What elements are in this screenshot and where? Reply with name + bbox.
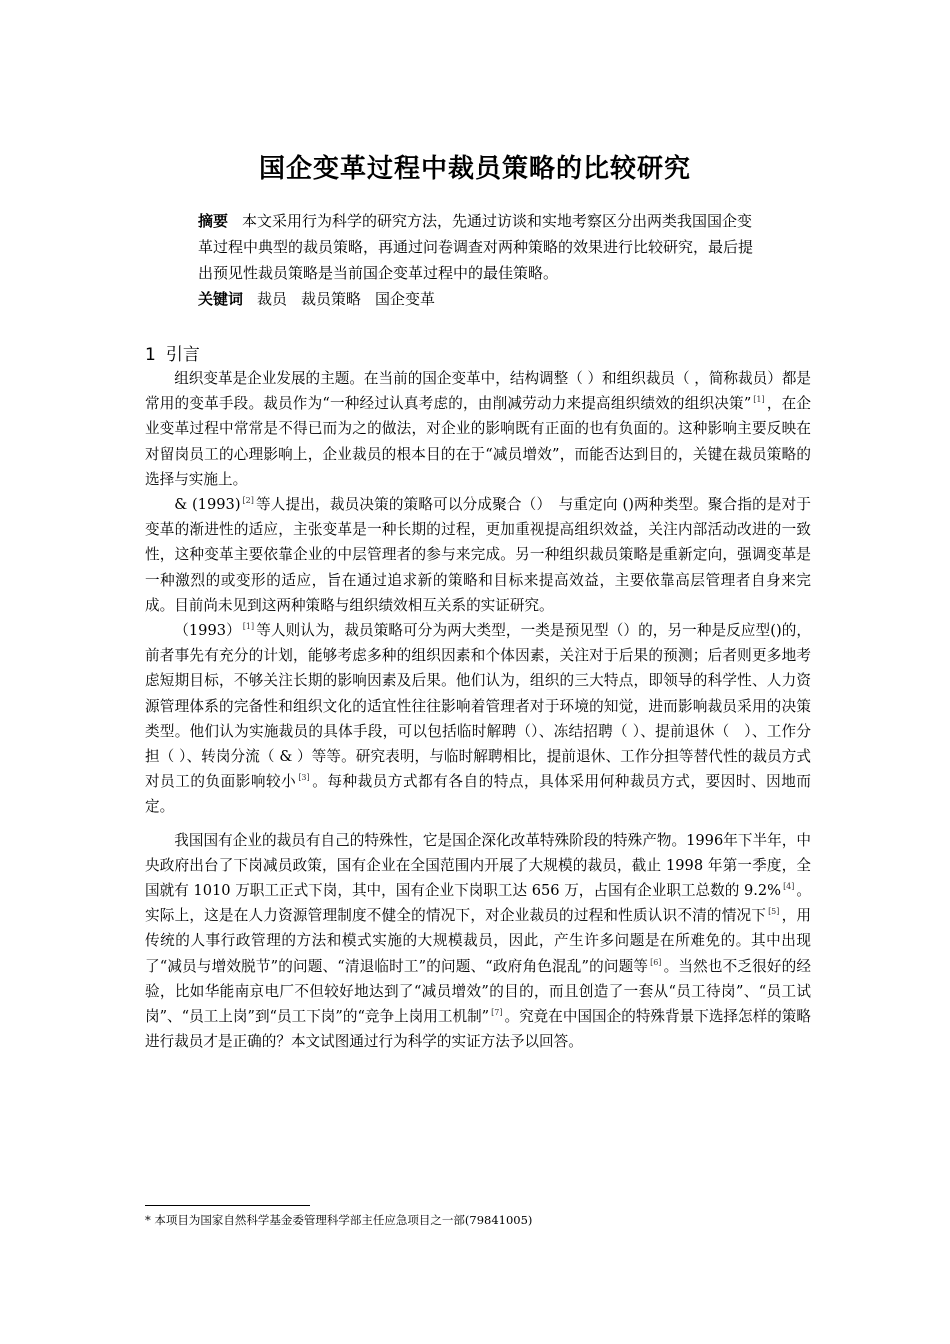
body-text-run: 组织变革是企业发展的主题。在当前的国企变革中，结构调整（ ）和组织裁员（ ，简称裁员）都是常用的变革手段。裁员作为“一种经过认真考虑的，由削减劳动力来提高组织绩效的组织决策” — [145, 370, 812, 413]
body-paragraph — [145, 366, 811, 492]
abstract-text: 本文采用行为科学的研究方法，先通过访谈和实地考察区分出两类我国国企变革过程中典型的裁员策略，再通过问卷调查对两种策略的效果进行比较研究，最后提出预见性裁员策略是当前国企变革过程中的最佳策略。 — [198, 212, 754, 282]
footnote-rule — [145, 1205, 310, 1206]
body-text-run: ，在企业变革过程中常常是不得已而为之的做法，对企业的影响既有正面的也有负面的。这种影响主要反映在对留岗员工的心理影响上，企业裁员的根本目的在于“减员增效”，而能否达到目的，关键在裁员策略的选择与实施上。 — [145, 395, 811, 488]
keywords-line — [198, 286, 758, 312]
body-paragraph — [145, 828, 811, 1055]
body-text-run: 。实际上，这是在人力资源管理制度不健全的情况下，对企业裁员的过程和性质认识不清的情况下 — [145, 882, 812, 925]
citation-ref: [5] — [768, 907, 780, 917]
body-text — [145, 366, 811, 1054]
abstract-paragraph — [198, 208, 758, 286]
citation-ref: [7] — [491, 1008, 503, 1018]
citation-ref: [4] — [783, 882, 795, 892]
body-text-run: 。每种裁员方式都有各自的特点，具体采用何种裁员方式，要因时、因地而定。 — [145, 773, 811, 816]
citation-ref: [3] — [298, 773, 310, 783]
citation-ref: [1] — [753, 395, 765, 405]
keyword: 国企变革 — [375, 290, 436, 308]
keywords-label: 关键词 — [198, 290, 244, 308]
body-paragraph — [145, 618, 811, 820]
citation-ref: [6] — [650, 957, 662, 967]
section-heading — [145, 340, 200, 365]
footnote: * 本项目为国家自然科学基金委管理科学部主任应急项目之一部(79841005) — [145, 1213, 533, 1227]
citation-ref: [2] — [242, 496, 254, 506]
abstract-label: 摘要 — [198, 212, 229, 230]
body-text-run: 。当然也不乏很好的经验，比如华能南京电厂不但较好地达到了“减员增效”的目的，而且创造了一套从“员工待岗”、“员工试岗”、“员工上岗”到“员工下岗”的“竞争上岗用工机制” — [145, 957, 811, 1026]
body-text-run: 。究竟在中国国企的特殊背景下选择怎样的策略进行裁员才是正确的？本文试图通过行为科学的实证方法予以回答。 — [145, 1008, 811, 1051]
body-text-run: 等人则认为，裁员策略可分为两大类型，一类是预见型（）的，另一种是反应型()的，前者事先有充分的计划，能够考虑多种的组织因素和个体因素，关注对于后果的预测；后者则更多地考虑短期目标，不够关注长期的影响因素及后果。他们认为，组织的三大特点，即领导的科学性、人力资源管理体系的完备性和组织文化的适宜性往往影响着管理者对于环境的知觉，进而影响裁员采用的决策类型。他们认为实施裁员的具体手段，可以包括临时解聘（）、冻结招聘（ ）、提前退休（ ）、工作分担（ ）、转岗分流（ & ）等等。研究表明，与临时解聘相比，提前退休、工作分担等替代性的裁员方式对员工的负面影响较小 — [145, 622, 812, 791]
body-text-run: ，用传统的人事行政管理的方法和模式实施的大规模裁员，因此，产生许多问题是在所难免的。其中出现了“减员与增效脱节”的问题、“清退临时工”的问题、“政府角色混乱”的问题等 — [145, 907, 811, 975]
abstract-block — [198, 208, 758, 312]
keyword: 裁员策略 — [301, 290, 362, 308]
section-title: 引言 — [165, 345, 200, 365]
paper-title: 国企变革过程中裁员策略的比较研究 — [258, 154, 691, 184]
citation-ref: [1] — [242, 622, 255, 632]
body-text-run: 等人提出，裁员决策的策略可以分成聚合（） 与重定向 ()两种类型。聚合指的是对于变革的渐进性的适应，主张变革是一种长期的过程，更加重视提高组织效益，关注内部活动改进的一致性，这种变革主要依靠企业的中层管理者的参与来完成。另一种组织裁员策略是重新定向，强调变革是一种激烈的或变形的适应，旨在通过追求新的策略和目标来提高效益，主要依靠高层管理者自身来完成。目前尚未见到这两种策略与组织绩效相互关系的实证研究。 — [145, 496, 811, 614]
body-text-run: 我国国有企业的裁员有自己的特殊性，它是国企深化改革特殊阶段的特殊产物。1996年下半年，中央政府出台了下岗减员政策，国有企业在全国范围内开展了大规模的裁员，截止 1998 年第一季度，全国就有 1010 万职工正式下岗，其中，国有企业下岗职工达 656 万，占国有企业职工总数的 9.2% — [145, 831, 811, 900]
body-text-run: & (1993) — [174, 496, 241, 514]
keyword: 裁员 — [257, 290, 288, 308]
body-paragraph — [145, 492, 811, 618]
body-text-run: （1993） — [174, 622, 241, 640]
section-number: 1 — [145, 345, 156, 365]
